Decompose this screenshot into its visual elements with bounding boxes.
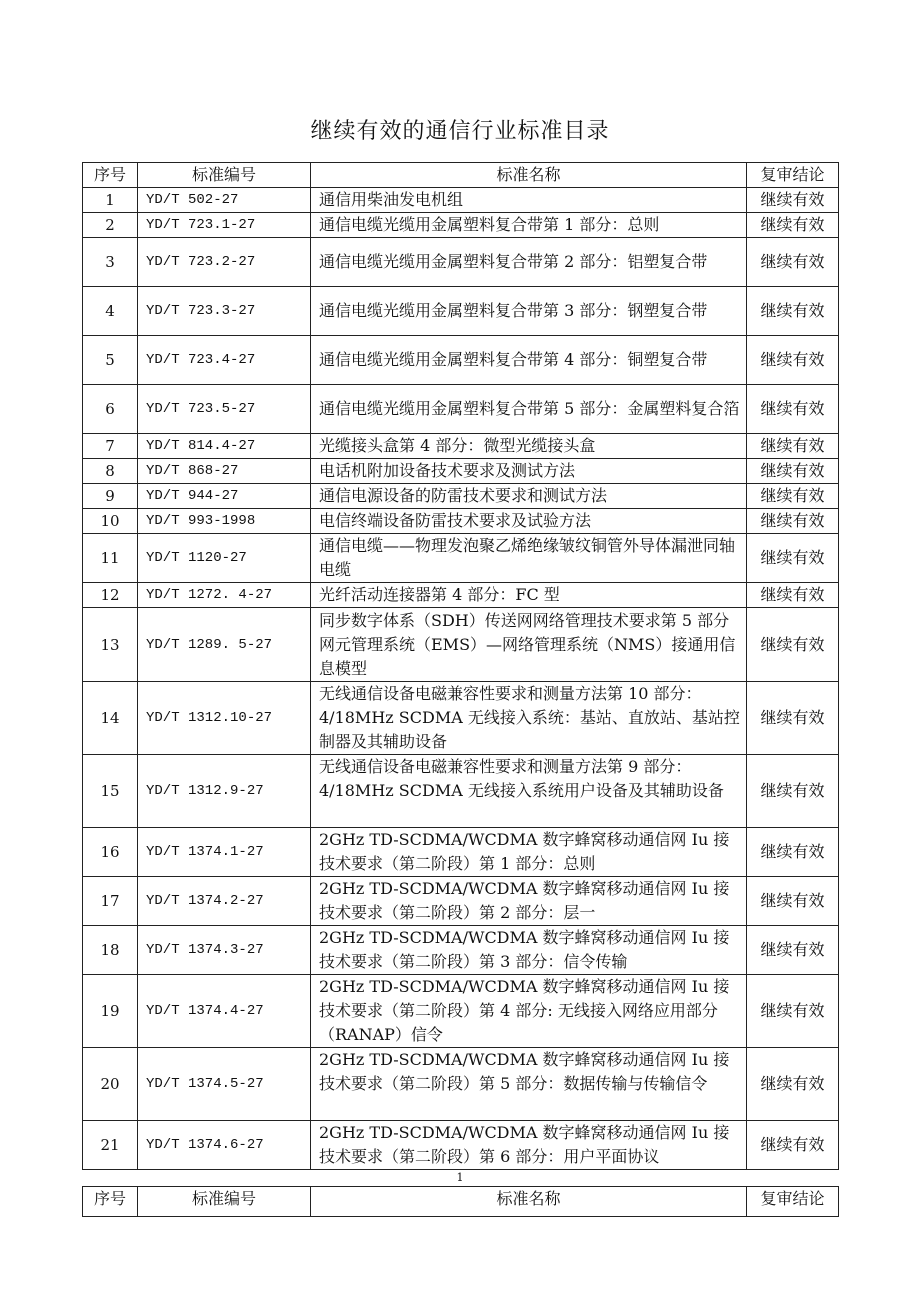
row-name: 通信电缆光缆用金属塑料复合带第 5 部分：金属塑料复合箔 — [311, 385, 747, 434]
row-name: 通信电缆光缆用金属塑料复合带第 1 部分：总则 — [311, 213, 747, 238]
row-result: 继续有效 — [747, 583, 839, 608]
table-row — [83, 755, 839, 828]
row-code: YD/T 723.3-27 — [138, 287, 311, 336]
table-row — [83, 434, 839, 459]
table-row — [83, 238, 839, 287]
row-serial: 17 — [83, 877, 138, 926]
row-serial: 7 — [83, 434, 138, 459]
row-code: YD/T 1374.4-27 — [138, 975, 311, 1048]
row-name: 通信用柴油发电机组 — [311, 188, 747, 213]
table-row — [83, 583, 839, 608]
header-result: 复审结论 — [747, 163, 839, 188]
row-serial: 1 — [83, 188, 138, 213]
page-number: 1 — [456, 1171, 464, 1184]
row-code: YD/T 723.5-27 — [138, 385, 311, 434]
row-name: 通信电源设备的防雷技术要求和测试方法 — [311, 484, 747, 509]
row-serial: 12 — [83, 583, 138, 608]
row-result: 继续有效 — [747, 385, 839, 434]
row-serial: 19 — [83, 975, 138, 1048]
table-row — [83, 1048, 839, 1121]
row-name: 2GHz TD-SCDMA/WCDMA 数字蜂窝移动通信网 Iu 接技术要求（第二阶段）第 4 部分: 无线接入网络应用部分（RANAP）信令 — [311, 975, 747, 1048]
row-code: YD/T 1289. 5-27 — [138, 608, 311, 682]
row-result: 继续有效 — [747, 828, 839, 877]
row-serial: 15 — [83, 755, 138, 828]
row-serial: 11 — [83, 534, 138, 583]
table-row — [83, 534, 839, 583]
table-row — [83, 509, 839, 534]
row-result: 继续有效 — [747, 608, 839, 682]
row-result: 继续有效 — [747, 484, 839, 509]
row-name: 光纤活动连接器第 4 部分：FC 型 — [311, 583, 747, 608]
row-name: 通信电缆——物理发泡聚乙烯绝缘皱纹铜管外导体漏泄同轴电缆 — [311, 534, 747, 583]
standards-table-continued — [82, 1186, 839, 1217]
row-code: YD/T 868-27 — [138, 459, 311, 484]
header-serial: 序号 — [83, 163, 138, 188]
row-code: YD/T 1272. 4-27 — [138, 583, 311, 608]
row-code: YD/T 1374.5-27 — [138, 1048, 311, 1121]
row-code: YD/T 723.1-27 — [138, 213, 311, 238]
row-result: 继续有效 — [747, 434, 839, 459]
row-name: 通信电缆光缆用金属塑料复合带第 4 部分：铜塑复合带 — [311, 336, 747, 385]
table-row — [83, 336, 839, 385]
row-serial: 16 — [83, 828, 138, 877]
table-header-row — [83, 1187, 839, 1217]
header-code: 标准编号 — [138, 1187, 311, 1217]
table-row — [83, 608, 839, 682]
row-code: YD/T 1374.2-27 — [138, 877, 311, 926]
table-row — [83, 213, 839, 238]
row-result: 继续有效 — [747, 287, 839, 336]
row-serial: 13 — [83, 608, 138, 682]
table-row — [83, 188, 839, 213]
row-result: 继续有效 — [747, 926, 839, 975]
header-name: 标准名称 — [311, 1187, 747, 1217]
row-serial: 18 — [83, 926, 138, 975]
row-serial: 3 — [83, 238, 138, 287]
row-result: 继续有效 — [747, 188, 839, 213]
row-result: 继续有效 — [747, 975, 839, 1048]
row-name: 2GHz TD-SCDMA/WCDMA 数字蜂窝移动通信网 Iu 接技术要求（第二阶段）第 5 部分：数据传输与传输信令 — [311, 1048, 747, 1121]
row-result: 继续有效 — [747, 1048, 839, 1121]
row-code: YD/T 1120-27 — [138, 534, 311, 583]
row-serial: 5 — [83, 336, 138, 385]
row-result: 继续有效 — [747, 336, 839, 385]
row-result: 继续有效 — [747, 682, 839, 755]
row-result: 继续有效 — [747, 534, 839, 583]
row-code: YD/T 1374.6-27 — [138, 1121, 311, 1170]
row-code: YD/T 1312.10-27 — [138, 682, 311, 755]
table-row — [83, 484, 839, 509]
table-row — [83, 926, 839, 975]
table-row — [83, 385, 839, 434]
row-name: 电信终端设备防雷技术要求及试验方法 — [311, 509, 747, 534]
row-serial: 4 — [83, 287, 138, 336]
row-name: 2GHz TD-SCDMA/WCDMA 数字蜂窝移动通信网 Iu 接技术要求（第二阶段）第 3 部分：信令传输 — [311, 926, 747, 975]
row-name: 光缆接头盒第 4 部分：微型光缆接头盒 — [311, 434, 747, 459]
table-row — [83, 877, 839, 926]
row-result: 继续有效 — [747, 238, 839, 287]
row-serial: 9 — [83, 484, 138, 509]
table-row — [83, 975, 839, 1048]
row-name: 无线通信设备电磁兼容性要求和测量方法第 10 部分：4/18MHz SCDMA 无线接入系统：基站、直放站、基站控制器及其辅助设备 — [311, 682, 747, 755]
row-serial: 2 — [83, 213, 138, 238]
header-name: 标准名称 — [311, 163, 747, 188]
table-row — [83, 682, 839, 755]
header-serial: 序号 — [83, 1187, 138, 1217]
table-header-row — [83, 163, 839, 188]
row-name: 通信电缆光缆用金属塑料复合带第 3 部分：钢塑复合带 — [311, 287, 747, 336]
row-result: 继续有效 — [747, 459, 839, 484]
row-code: YD/T 723.2-27 — [138, 238, 311, 287]
row-code: YD/T 944-27 — [138, 484, 311, 509]
table-row — [83, 1121, 839, 1170]
document-title: 继续有效的通信行业标准目录 — [310, 119, 610, 144]
row-serial: 8 — [83, 459, 138, 484]
row-name: 2GHz TD-SCDMA/WCDMA 数字蜂窝移动通信网 Iu 接技术要求（第二阶段）第 1 部分：总则 — [311, 828, 747, 877]
row-name: 通信电缆光缆用金属塑料复合带第 2 部分：铝塑复合带 — [311, 238, 747, 287]
row-name: 同步数字体系（SDH）传送网网络管理技术要求第 5 部分 网元管理系统（EMS）—网络管理系统（NMS）接通用信息模型 — [311, 608, 747, 682]
row-serial: 6 — [83, 385, 138, 434]
row-name: 2GHz TD-SCDMA/WCDMA 数字蜂窝移动通信网 Iu 接技术要求（第二阶段）第 2 部分：层一 — [311, 877, 747, 926]
row-serial: 21 — [83, 1121, 138, 1170]
row-serial: 14 — [83, 682, 138, 755]
row-result: 继续有效 — [747, 509, 839, 534]
row-result: 继续有效 — [747, 1121, 839, 1170]
row-name: 无线通信设备电磁兼容性要求和测量方法第 9 部分：4/18MHz SCDMA 无线接入系统用户设备及其辅助设备 — [311, 755, 747, 828]
row-serial: 10 — [83, 509, 138, 534]
header-result: 复审结论 — [747, 1187, 839, 1217]
row-name: 2GHz TD-SCDMA/WCDMA 数字蜂窝移动通信网 Iu 接技术要求（第二阶段）第 6 部分：用户平面协议 — [311, 1121, 747, 1170]
row-serial: 20 — [83, 1048, 138, 1121]
row-name: 电话机附加设备技术要求及测试方法 — [311, 459, 747, 484]
row-code: YD/T 723.4-27 — [138, 336, 311, 385]
row-code: YD/T 1312.9-27 — [138, 755, 311, 828]
row-result: 继续有效 — [747, 213, 839, 238]
row-code: YD/T 993-1998 — [138, 509, 311, 534]
row-code: YD/T 502-27 — [138, 188, 311, 213]
row-result: 继续有效 — [747, 877, 839, 926]
row-code: YD/T 1374.1-27 — [138, 828, 311, 877]
standards-table — [82, 162, 839, 1170]
row-result: 继续有效 — [747, 755, 839, 828]
header-code: 标准编号 — [138, 163, 311, 188]
table-row — [83, 828, 839, 877]
row-code: YD/T 814.4-27 — [138, 434, 311, 459]
row-code: YD/T 1374.3-27 — [138, 926, 311, 975]
table-row — [83, 287, 839, 336]
table-row — [83, 459, 839, 484]
